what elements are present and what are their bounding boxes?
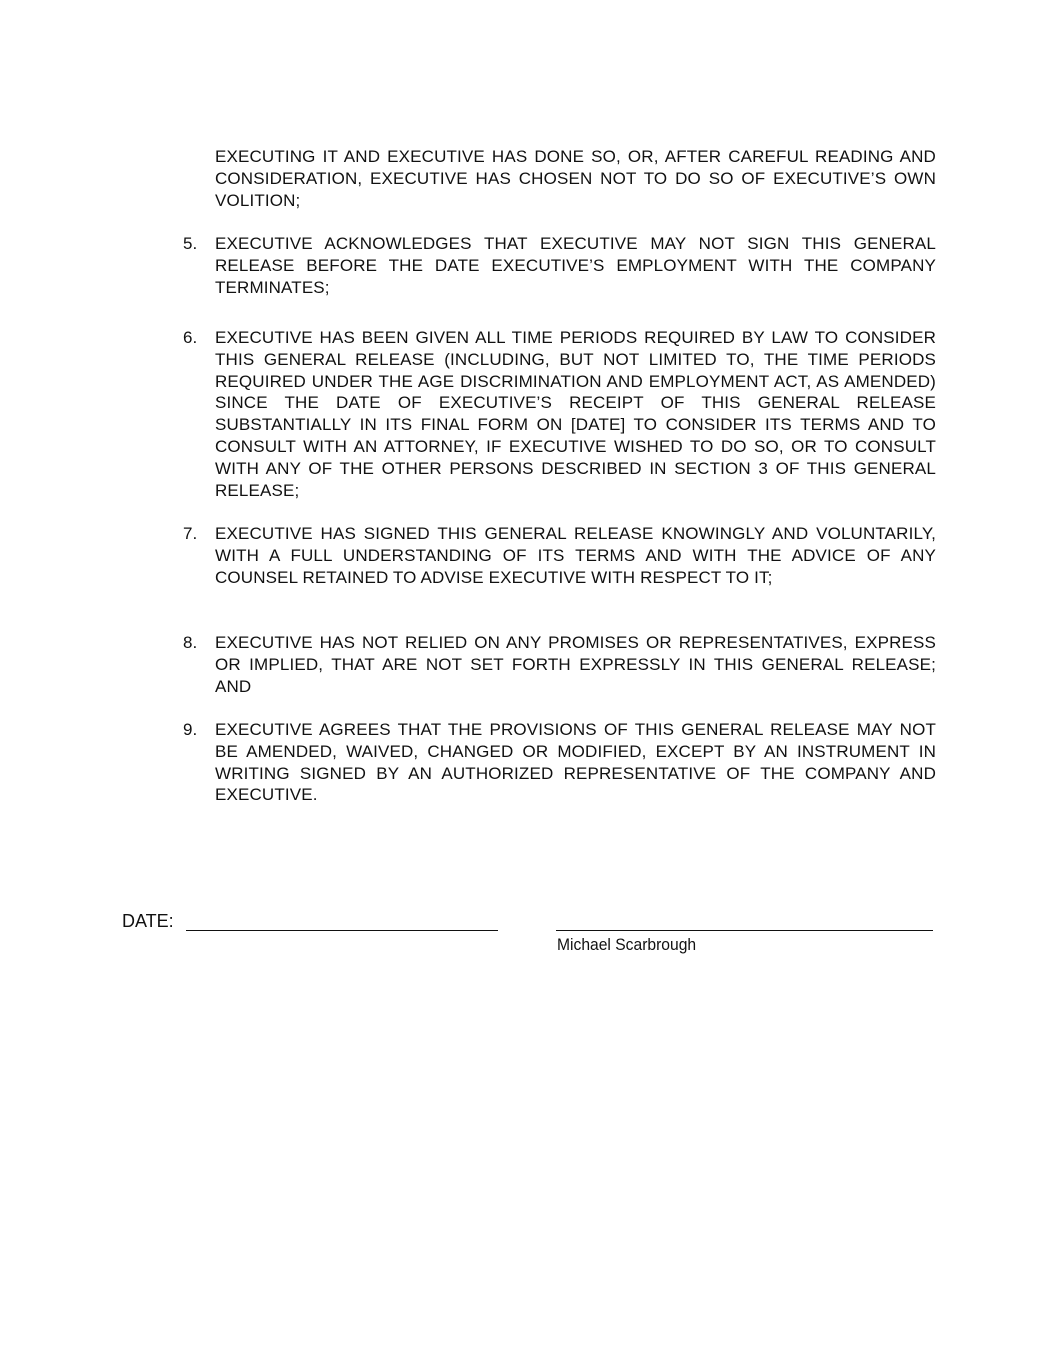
item-number: 6.: [183, 328, 198, 347]
item-number: 9.: [183, 720, 198, 739]
date-label: DATE:: [122, 911, 174, 931]
item-text: EXECUTIVE AGREES THAT THE PROVISIONS OF THIS GENERAL RELEASE MAY NOT BE AMENDED, WAIVED, CHANGED OR MODIFIED, EXCEPT BY AN INSTRUMENT IN WRITING SIGNED BY AN AUTHORIZED REPRESENTATIVE OF THE COMPANY AND EXECUTIVE.: [215, 720, 936, 805]
continuation-paragraph: EXECUTING IT AND EXECUTIVE HAS DONE SO, OR, AFTER CAREFUL READING AND CONSIDERATION, EXECUTIVE HAS CHOSEN NOT TO DO SO OF EXECUTIVE’S OWN VOLITION;: [215, 147, 936, 210]
item-number: 5.: [183, 234, 198, 253]
signer-name: Michael Scarbrough: [557, 935, 697, 954]
item-text: EXECUTIVE HAS BEEN GIVEN ALL TIME PERIODS REQUIRED BY LAW TO CONSIDER THIS GENERAL RELEASE (INCLUDING, BUT NOT LIMITED TO, THE TIME PERIODS REQUIRED UNDER THE AGE DISCRIMINATION AND EMPLOYMENT ACT, AS AMENDED) SINCE THE DATE OF EXECUTIVE’S RECEIPT OF THIS GENERAL RELEASE SUBSTANTIALLY IN ITS FINAL FORM ON [DATE] TO CONSIDER ITS TERMS AND TO CONSULT WITH AN ATTORNEY, IF EXECUTIVE WISHED TO DO SO, OR TO CONSULT WITH ANY OF THE OTHER PERSONS DESCRIBED IN SECTION 3 OF THIS GENERAL RELEASE;: [215, 328, 936, 500]
item-text: EXECUTIVE HAS NOT RELIED ON ANY PROMISES OR REPRESENTATIVES, EXPRESS OR IMPLIED, THAT ARE NOT SET FORTH EXPRESSLY IN THIS GENERAL RELEASE; AND: [215, 633, 936, 696]
item-text: EXECUTIVE HAS SIGNED THIS GENERAL RELEASE KNOWINGLY AND VOLUNTARILY, WITH A FULL UNDERSTANDING OF ITS TERMS AND WITH THE ADVICE OF ANY COUNSEL RETAINED TO ADVISE EXECUTIVE WITH RESPECT TO IT;: [215, 524, 936, 587]
date-line: [186, 930, 498, 931]
item-text: EXECUTIVE ACKNOWLEDGES THAT EXECUTIVE MAY NOT SIGN THIS GENERAL RELEASE BEFORE THE DATE EXECUTIVE’S EMPLOYMENT WITH THE COMPANY TERMINATES;: [215, 234, 936, 297]
item-number: 8.: [183, 633, 198, 652]
item-number: 7.: [183, 524, 198, 543]
signature-line: [556, 930, 933, 931]
